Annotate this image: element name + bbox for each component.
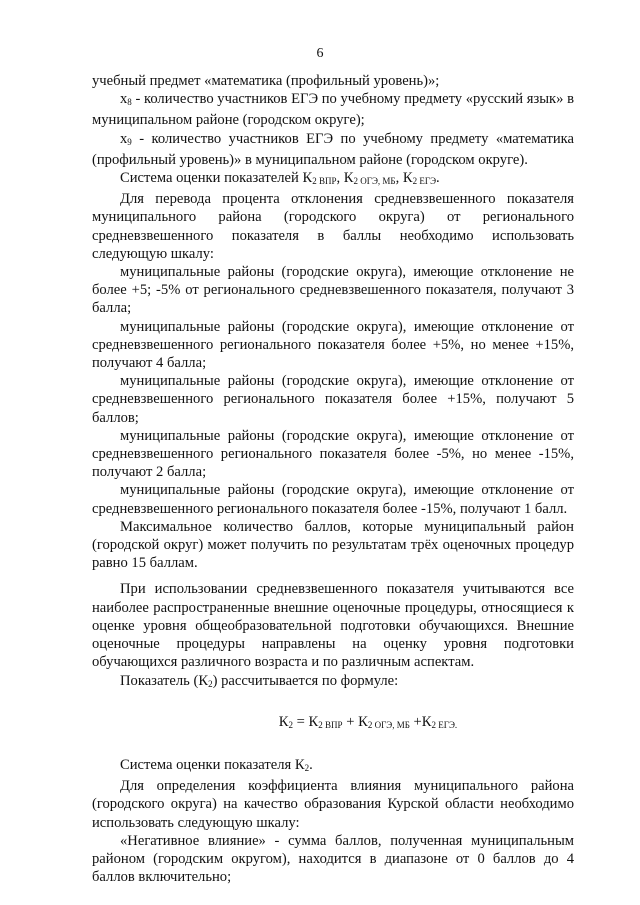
formula-k2: $К_2 = К_{2 ВПР} + К_{2 ОГЭ, МБ} +К_{2 ЕГЭ.}$: [278, 713, 458, 730]
paragraph-x9: $x_9$ - количество участников ЕГЭ по учебному предмету «математика (профильный уровень)» в муниципальном районе (городском округе).: [92, 130, 574, 168]
paragraph-x8: $x_8$ - количество участников ЕГЭ по учебному предмету «русский язык» в муниципальном районе (городском округе);: [92, 91, 574, 129]
paragraph-coefficient: Для определения коэффициента влияния муниципального района (городского округа) на качество образования Курской области необходимо использовать следующую шкалу:: [92, 778, 574, 831]
paragraph-max-score: Максимальное количество баллов, которые муниципальный район (городской округ) может получить по результатам трёх оценочных процедур равно 15 баллам.: [92, 518, 574, 572]
scale-item-5: муниципальные районы (городские округа), имеющие отклонение от средневзвешенного регионального показателя более +15%, получают 5 баллов;: [92, 373, 574, 426]
page-number: 6: [316, 46, 324, 61]
scale-item-4: муниципальные районы (городские округа), имеющие отклонение от средневзвешенного регионального показателя более +5%, но менее +15%, получают 4 балла;: [92, 318, 574, 372]
paragraph-1: учебный предмет «математика (профильный уровень)»;: [92, 73, 440, 89]
document-body: [92, 72, 574, 886]
paragraph-k2-system: Система оценки показателя $К_2$.: [120, 756, 313, 773]
scale-item-3: муниципальные районы (городские округа), имеющие отклонение не более +5; -5% от регионального средневзвешенного показателя, получают 3 балла;: [92, 264, 574, 317]
scale-item-1: муниципальные районы (городские округа), имеющие отклонение от средневзвешенного регионального показателя более -15%, получают 1 балл.: [92, 482, 574, 517]
paragraph-formula-intro: Показатель $(К_2)$ рассчитывается по формуле:: [120, 672, 399, 689]
paragraph-weighted-indicator: При использовании средневзвешенного показателя учитываются все наиболее распространенные внешние оценочные процедуры, относящиеся к оценке уровня общеобразовательной подготовки обучающихся. Внешние оценочные процедуры направлены на оценку уровня подготовки обучающихся различного возраста и по различным аспектам.: [92, 581, 574, 671]
paragraph-conversion: Для перевода процента отклонения средневзвешенного показателя муниципального района (городского округа) от регионального средневзвешенного показателя в баллы необходимо использовать следующую шкалу:: [92, 191, 574, 262]
scale-item-2: муниципальные районы (городские округа), имеющие отклонение от средневзвешенного регионального показателя более -5%, но менее -15%, получают 2 балла;: [92, 427, 574, 481]
paragraph-negative-influence: «Негативное влияние» - сумма баллов, полученная муниципальным районом (городским округом), находится в диапазоне от 0 баллов до 4 баллов включительно;: [92, 832, 574, 886]
paragraph-scoring-system: Система оценки показателей $К_{2 ВПР}$, $К_{2 ОГЭ, МБ}$, $К_{2 ЕГЭ}$.: [120, 170, 440, 187]
